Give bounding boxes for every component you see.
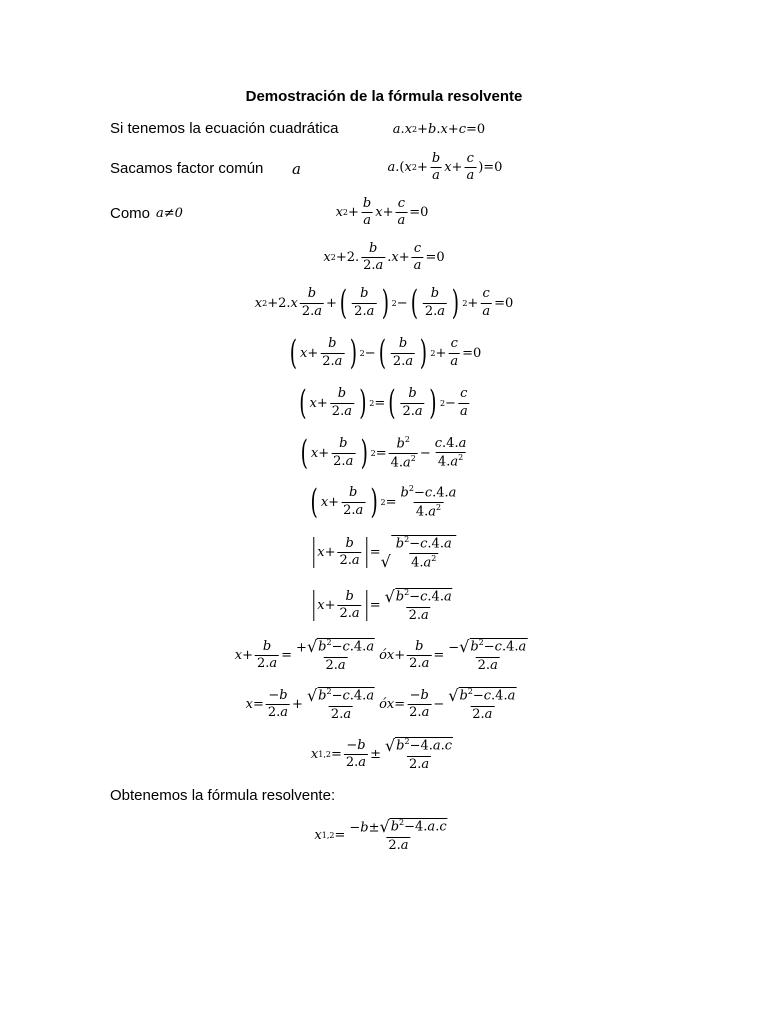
text-line-3-cond: a≠0 <box>156 206 183 221</box>
equation-9: ( x + b 2.a ) 2 = $b^2-c.4.a$ $4.a^2$ <box>310 482 457 523</box>
equation-6: ( x + b 2.a ) 2 − ( b 2.a ) 2 + c a =0 <box>289 333 482 373</box>
text-line-2-var: a <box>292 160 301 178</box>
equation-14: x 1,2 = −b 2.a ± √ $b^2-4.a.c$ 2.a <box>310 735 453 772</box>
text-line-4: Obtenemos la fórmula resolvente: <box>110 787 336 804</box>
equation-4: x 2 +2. b 2.a . x + c a =0 <box>323 241 445 274</box>
equation-7: ( x + b 2.a ) 2 = ( b 2.a ) 2 − c a <box>299 383 468 423</box>
equation-2: a .( x 2 + b a x + c a )=0 <box>387 151 503 184</box>
text-line-2: Sacamos factor común <box>110 160 264 177</box>
text-line-3: Como <box>110 205 151 222</box>
equation-1: a . x 2 + b . x + c =0 <box>392 122 486 137</box>
document-title: Demostración de la fórmula resolvente <box>245 88 523 105</box>
equation-3: x 2 + b a x + c a =0 <box>335 196 429 229</box>
equation-13: x = −b 2.a + √ $b^2-c.4.a$ 2.a ó x = −b 2.a − √ $b^2-c.4.a$ 2.a <box>245 685 516 722</box>
equation-11: x + b 2.a = √ $b^2-c.4.a$ 2.a <box>311 588 456 623</box>
equation-15: x 1,2 = −b± √ $b^2-4.a.c$ 2.a <box>314 816 447 853</box>
equation-8: ( x + b 2.a ) 2 = $b^2$ $4.a^2$ − c.4.a $4.a^2$ <box>300 433 467 474</box>
text-line-1: Si tenemos la ecuación cuadrática <box>110 120 339 137</box>
equation-12: x + b 2.a = + √ $b^2-c.4.a$ 2.a ó x + b 2.a = − √ $b^2-c.4.a$ 2.a <box>234 636 527 673</box>
equation-10: x + b 2.a = √ $\frac{b^2-c.4.a}{4.a^2}$ <box>311 535 456 570</box>
equation-5: x 2 +2. x b 2.a + ( b 2.a ) 2 − ( b 2.a ) 2 + c a =0 <box>254 283 514 323</box>
